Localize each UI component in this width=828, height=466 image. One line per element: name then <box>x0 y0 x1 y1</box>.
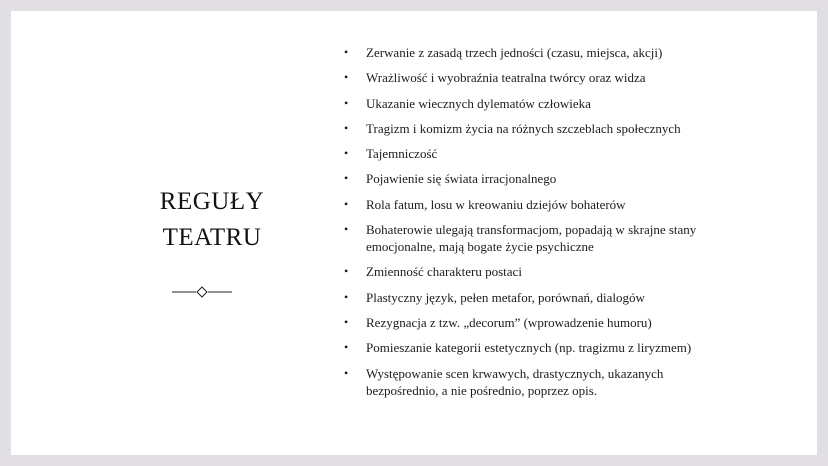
list-item: • Tajemniczość <box>340 145 720 162</box>
list-item: • Występowanie scen krwawych, drastycznych, ukazanych bezpośrednio, a nie pośrednio, poprzez opis. <box>340 365 720 399</box>
list-item: • Pojawienie się świata irracjonalnego <box>340 170 720 187</box>
list-item: • Rola fatum, losu w kreowaniu dziejów bohaterów <box>340 196 720 213</box>
title-line-2: TEATRU <box>162 224 262 251</box>
list-item: • Plastyczny język, pełen metafor, porównań, dialogów <box>340 289 720 306</box>
diamond-divider-icon <box>172 285 232 299</box>
list-item: • Tragizm i komizm życia na różnych szczeblach społecznych <box>340 120 720 137</box>
rules-list <box>340 44 720 407</box>
slide-title <box>112 184 312 256</box>
list-item: • Rezygnacja z tzw. „decorum” (wprowadzenie humoru) <box>340 314 720 331</box>
list-item: • Zmienność charakteru postaci <box>340 263 720 280</box>
list-item: • Zerwanie z zasadą trzech jedności (czasu, miejsca, akcji) <box>340 44 720 61</box>
slide <box>11 11 817 455</box>
list-item: • Pomieszanie kategorii estetycznych (np. tragizmu z liryzmem) <box>340 339 720 356</box>
list-item: • Ukazanie wiecznych dylematów człowieka <box>340 95 720 112</box>
list-item: • Wrażliwość i wyobraźnia teatralna twórcy oraz widza <box>340 69 720 86</box>
title-line-1: REGUŁY <box>159 188 265 215</box>
list-item: • Bohaterowie ulegają transformacjom, popadają w skrajne stany emocjonalne, mają bogate życie psychiczne <box>340 221 720 255</box>
